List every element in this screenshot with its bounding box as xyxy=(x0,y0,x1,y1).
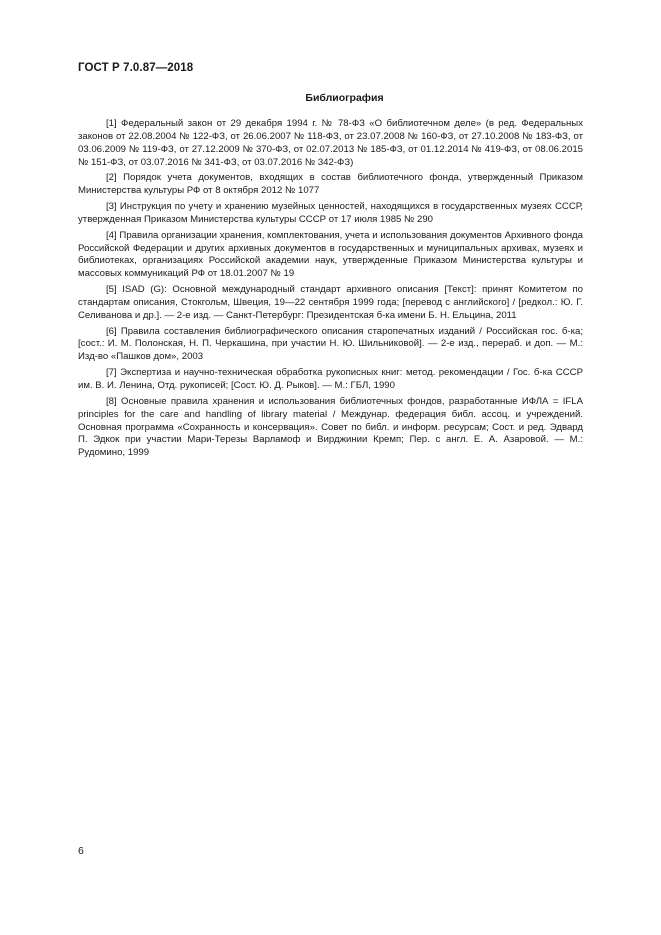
bibliography-entry-5: [5] ISAD (G): Основной международный стандарт архивного описания [Текст]: принят Комитетом по стандартам описания, Стокгольм, Швеция, 19—22 сентября 1999 года; [перевод с английского] / [редкол.: Ю. Г. Селиванова и др.]. — 2-е изд. — Санкт-Петербург: Президентская б-ка имени Б. Н. Ельцина, 2011 xyxy=(78,284,583,321)
bibliography-entry-2: [2] Порядок учета документов, входящих в состав библиотечного фонда, утвержденный Приказом Министерства культуры РФ от 8 октября 2012 № 1077 xyxy=(78,172,583,197)
document-code-header: ГОСТ Р 7.0.87—2018 xyxy=(78,62,194,74)
bibliography-list xyxy=(78,118,583,463)
bibliography-entry-6: [6] Правила составления библиографического описания старопечатных изданий / Российская гос. б-ка; [сост.: И. М. Полонская, Н. П. Черкашина, при участии Н. Ю. Шильниковой]. — 2-е изд., перераб. и доп. — М.: Изд-во «Пашков дом», 2003 xyxy=(78,325,583,363)
page-number: 6 xyxy=(78,845,84,857)
bibliography-entry-3: [3] Инструкция по учету и хранению музейных ценностей, находящихся в государственных музеях СССР, утвержденная Приказом Министерства культуры СССР от 17 июля 1985 № 290 xyxy=(78,201,583,225)
bibliography-entry-4: [4] Правила организации хранения, комплектования, учета и использования документов Архивного фонда Российской Федерации и других архивных документов в государственных и муниципальных архивах, музеях и библиотеках, организациях Российской академии наук, утвержденные Приказом Министерства культуры и массовых коммуникаций РФ от 18.01.2007 № 19 xyxy=(78,229,583,280)
bibliography-entry-8: [8] Основные правила хранения и использования библиотечных фондов, разработанные ИФЛА = IFLA principles for the care and handling of library material / Междунар. федерация библ. ассоц. и учреждений. Основная программа «Сохранность и консервация». Совет по библ. и информ. ресурсам; Сост. и ред. Эдвард П. Эдкок при участии Мари-Терезы Варламоф и Вирджинии Кремп; Пер. с англ. Е. А. Азаровой. — М.: Рудомино, 1999 xyxy=(78,395,583,459)
section-title: Библиография xyxy=(305,92,384,104)
bibliography-entry-1: [1] Федеральный закон от 29 декабря 1994 г. № 78-ФЗ «О библиотечном деле» (в ред. Федеральных законов от 22.08.2004 № 122-ФЗ, от 26.06.2007 № 118-ФЗ, от 23.07.2008 № 160-ФЗ, от 27.10.2008 № 183-ФЗ, от 03.06.2009 № 119-ФЗ, от 27.12.2009 № 370-ФЗ, от 02.07.2013 № 185-ФЗ, от 01.12.2014 № 419-ФЗ, от 08.06.2015 № 151-ФЗ, от 03.07.2016 № 341-ФЗ, от 03.07.2016 № 342-ФЗ) xyxy=(78,118,583,168)
bibliography-entry-7: [7] Экспертиза и научно-техническая обработка рукописных книг: метод. рекомендации / Гос. б-ка СССР им. В. И. Ленина, Отд. рукописей; [Сост. Ю. Д. Рыков]. — М.: ГБЛ, 1990 xyxy=(78,367,583,391)
